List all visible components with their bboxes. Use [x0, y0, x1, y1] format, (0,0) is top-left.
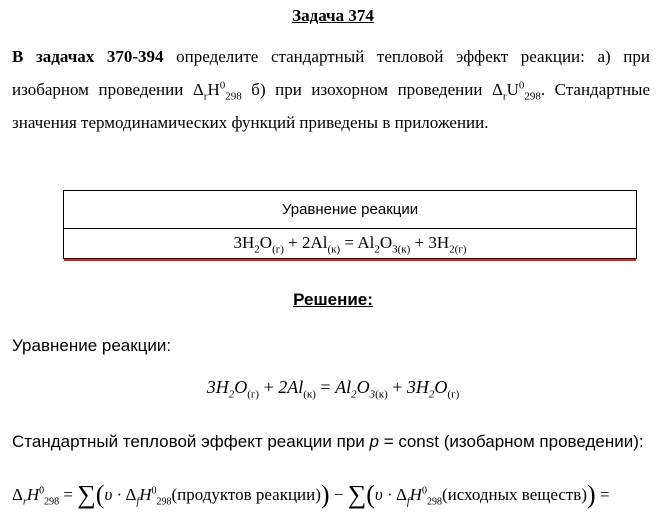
task-text-3: . Стандартные значения термодинамических функций приведены в приложении.: [12, 80, 651, 132]
reaction-formula: $3H_2O_{(г)} + 2Al_{(к)} = Al_2O_{3(к)} + 3H_2O_{(г)}$: [206, 377, 460, 401]
task-text-2: б) при изохорном проведении: [241, 80, 492, 99]
task-range: В задачах 370-394: [12, 47, 164, 66]
solution-heading: Решение:: [293, 290, 373, 309]
heat-effect-label: Стандартный тепловой эффект реакции при p = const (изобарном проведении):: [12, 432, 644, 451]
isochoric-symbol: $\Delta_rU^0_{298}$: [491, 79, 541, 103]
isobaric-symbol: $\Delta_rH^0_{298}$: [192, 79, 242, 103]
reaction-label: Уравнение реакции:: [12, 336, 172, 355]
task-description: [12, 40, 650, 139]
enthalpy-formula: $\Delta_rH^0_{298} = \sum(\upsilon$ · $\Delta_fH^0_{298}(продуктов$ реакции)) − $\sum(\upsilon \cdot \Delta_fH^0_{298}(исходных$ веществ)) =: [12, 480, 610, 509]
reaction-table: [63, 190, 637, 259]
task-text-1: определите стандартный тепловой эффект реакции: а) при изобарном проведении: [12, 47, 650, 99]
reactants-label: (исходных веществ): [441, 485, 587, 504]
table-equation: $3H_2O_{(г)} + 2Al_{(к)} = Al_2O_{3(к)} + 3H_{2(г)}$: [64, 229, 636, 261]
products-label: (продуктов реакции): [171, 485, 321, 504]
table-header: Уравнение реакции: [64, 191, 636, 229]
task-title: Задача 374: [292, 6, 374, 25]
